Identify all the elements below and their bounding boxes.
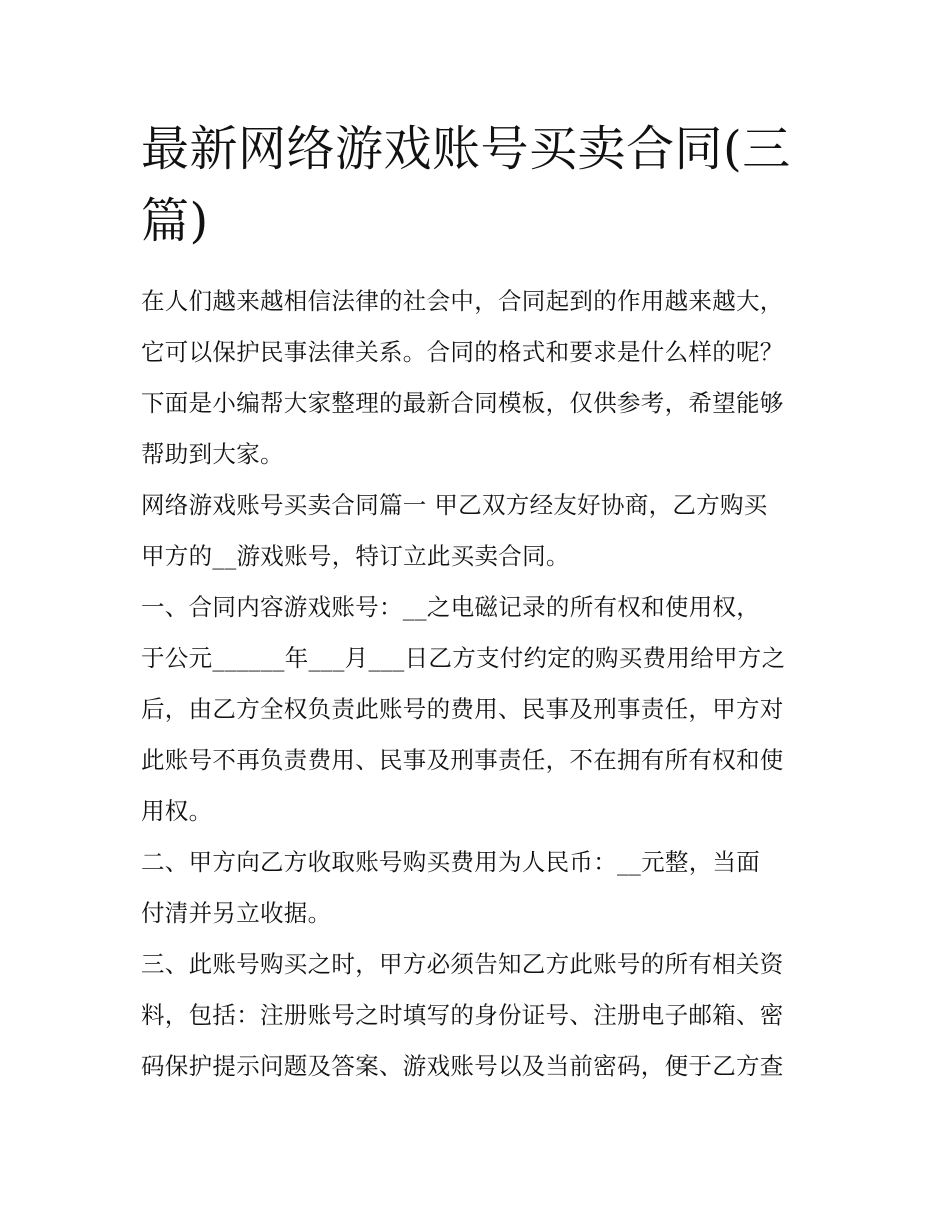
clause-1-line-5: 用权。 [141, 797, 213, 825]
clause-1-line-3: 后，由乙方全权负责此账号的费用、民事及刑事责任，甲方对 [141, 695, 784, 723]
intro-line-3: 下面是小编帮大家整理的最新合同模板，仅供参考，希望能够 [141, 389, 784, 417]
intro-line-4: 帮助到大家。 [141, 440, 284, 468]
clause-2-line-2: 付清并另立收据。 [141, 899, 332, 927]
intro-line-2: 它可以保护民事法律关系。合同的格式和要求是什么样的呢？ [141, 338, 784, 366]
clause-1-line-2: 于公元______年___月___日乙方支付约定的购买费用给甲方之 [141, 644, 786, 672]
clause-3-line-2: 料，包括：注册账号之时填写的身份证号、注册电子邮箱、密 [141, 1001, 784, 1029]
clause-2-line-1: 二、甲方向乙方收取账号购买费用为人民币：__元整，当面 [141, 848, 761, 876]
title-line-2: 篇) [141, 193, 209, 249]
clause-3-line-3: 码保护提示问题及答案、游戏账号以及当前密码，便于乙方查 [141, 1052, 784, 1080]
clause-1-line-1: 一、合同内容游戏账号：__之电磁记录的所有权和使用权， [141, 593, 761, 621]
intro-line-1: 在人们越来越相信法律的社会中，合同起到的作用越来越大， [141, 287, 784, 315]
clause-1-line-4: 此账号不再负责费用、民事及刑事责任，不在拥有所有权和使 [141, 746, 784, 774]
contract-heading-line-2: 甲方的__游戏账号，特订立此买卖合同。 [141, 542, 570, 570]
clause-3-line-1: 三、此账号购买之时，甲方必须告知乙方此账号的所有相关资 [141, 950, 784, 978]
title-line-1: 最新网络游戏账号买卖合同(三 [141, 121, 791, 177]
contract-heading-line-1: 网络游戏账号买卖合同篇一 甲乙双方经友好协商，乙方购买 [141, 491, 768, 519]
document-body [141, 276, 821, 1092]
document-title [141, 113, 821, 257]
